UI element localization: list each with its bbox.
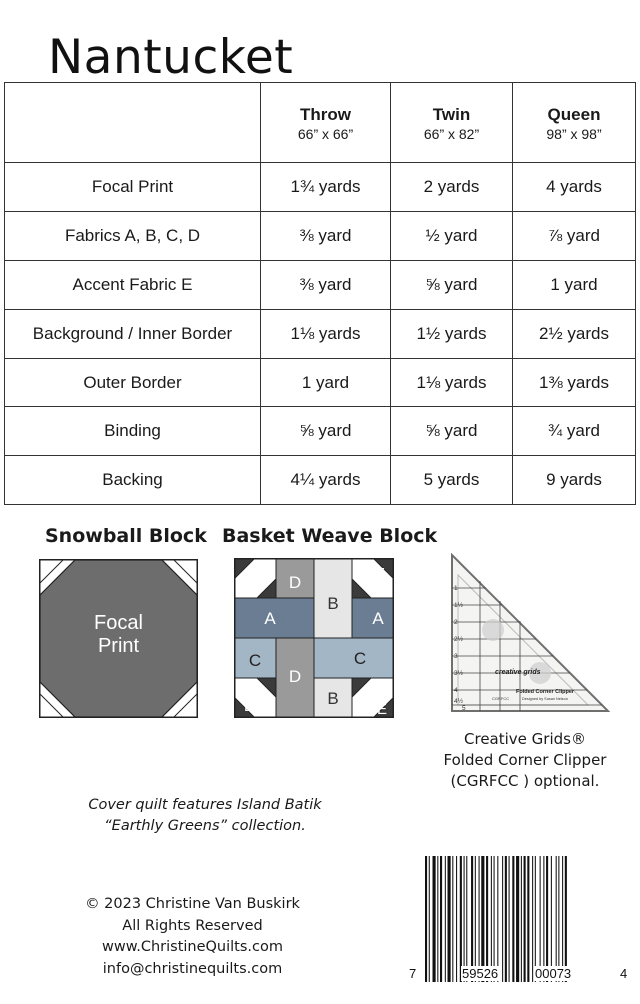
ruler-brand-logo: creative grids <box>495 669 541 676</box>
ruler-caption-line: (CGRFCC ) optional. <box>450 772 600 790</box>
email-link[interactable]: info@christinequilts.com <box>102 960 283 977</box>
barcode-bar <box>532 856 533 982</box>
yardage-cell: ⅜ yard <box>261 211 391 260</box>
barcode-bar <box>524 856 526 982</box>
table-row <box>5 309 636 358</box>
svg-text:4½: 4½ <box>454 698 464 705</box>
size-header-queen <box>513 83 636 163</box>
yardage-cell: 1½ yards <box>391 309 513 358</box>
barcode-bar <box>456 856 457 982</box>
size-header-throw <box>261 83 391 163</box>
barcode-bar <box>521 856 522 982</box>
barcode-digits <box>406 966 630 986</box>
table-row <box>5 358 636 407</box>
svg-text:2: 2 <box>454 619 458 626</box>
barcode-bar <box>535 856 536 982</box>
yardage-cell: ⅝ yard <box>261 407 391 456</box>
barcode-bar <box>486 856 488 982</box>
basket-label-c: C <box>353 649 367 668</box>
ruler-code: CGRFCC <box>492 696 510 701</box>
table-header-row <box>5 83 636 163</box>
rights-text: All Rights Reserved <box>122 917 263 934</box>
ruler-designer: Designed by Susan Nelson <box>522 697 568 701</box>
size-name: Twin <box>432 105 471 124</box>
barcode-bar <box>429 856 430 982</box>
yardage-cell: ¾ yard <box>513 407 636 456</box>
barcode-bar <box>546 856 548 982</box>
yardage-cell: ⅝ yard <box>391 260 513 309</box>
snowball-block-diagram <box>39 559 198 718</box>
barcode-bar <box>437 856 438 982</box>
fabric-label: Backing <box>5 456 261 505</box>
size-name: Queen <box>547 105 601 124</box>
barcode-bar <box>505 856 507 982</box>
basket-label-e: E <box>244 698 255 715</box>
barcode-bar <box>562 856 563 982</box>
basket-label-a: A <box>264 609 276 628</box>
yardage-cell: ⅜ yard <box>261 260 391 309</box>
fabric-label: Outer Border <box>5 358 261 407</box>
barcode-bar <box>543 856 544 982</box>
basket-label-b: B <box>327 594 339 613</box>
barcode-bar <box>512 856 514 982</box>
barcode-bar <box>516 856 519 982</box>
barcode-bar <box>494 856 495 982</box>
ruler-grip-circle <box>482 619 504 641</box>
table-row <box>5 407 636 456</box>
yardage-cell: ⅝ yard <box>391 407 513 456</box>
cover-quilt-note <box>60 795 350 837</box>
table-row <box>5 260 636 309</box>
copyright-text: © 2023 Christine Van Buskirk <box>85 896 300 912</box>
yardage-cell: 1¾ yards <box>261 163 391 212</box>
barcode-bar <box>540 856 541 982</box>
barcode-bar <box>565 856 567 982</box>
snowball-block-title: Snowball Block <box>45 525 207 547</box>
barcode-bar <box>440 856 442 982</box>
size-header-twin <box>391 83 513 163</box>
ruler-caption <box>440 729 610 792</box>
svg-text:5: 5 <box>462 705 466 712</box>
basket-label-e: E <box>377 701 388 718</box>
folded-corner-clipper-ruler-image <box>450 553 610 713</box>
barcode-bar <box>445 856 446 982</box>
cover-note-line: “Earthly Greens” collection. <box>104 818 306 834</box>
barcode-group-left: 59526 <box>462 966 499 981</box>
fabric-label: Fabrics A, B, C, D <box>5 211 261 260</box>
ruler-caption-line: Folded Corner Clipper <box>443 751 607 769</box>
cover-note-line: Cover quilt features Island Batik <box>88 797 322 813</box>
size-name: Throw <box>300 105 351 124</box>
yardage-cell: 9 yards <box>513 456 636 505</box>
barcode-bar <box>558 856 559 982</box>
yardage-cell: 4 yards <box>513 163 636 212</box>
table-row <box>5 163 636 212</box>
barcode-bar <box>466 856 467 982</box>
credits-block <box>80 894 305 980</box>
table-row <box>5 456 636 505</box>
yardage-cell: 2 yards <box>391 163 513 212</box>
basket-label-e: E <box>246 565 257 582</box>
yardage-cell: 4¼ yards <box>261 456 391 505</box>
basket-weave-block-diagram <box>234 558 394 718</box>
yardage-cell: ½ yard <box>391 211 513 260</box>
barcode-bar <box>527 856 529 982</box>
ruler-caption-line: Creative Grids® <box>464 730 586 748</box>
yardage-cell: 1⅛ yards <box>261 309 391 358</box>
barcode-bar <box>452 856 453 982</box>
yardage-cell: 1 yard <box>261 358 391 407</box>
basket-label-c: C <box>248 651 262 670</box>
barcode-bar <box>433 856 436 982</box>
barcode-bar <box>475 856 476 982</box>
ruler-product-label: Folded Corner Clipper <box>516 689 575 695</box>
barcode-digit-first: 7 <box>409 966 417 981</box>
size-dimensions: 66” x 66” <box>297 126 354 142</box>
fabric-label: Background / Inner Border <box>5 309 261 358</box>
barcode-bar <box>425 856 427 982</box>
size-dimensions: 66” x 82” <box>423 126 480 142</box>
svg-text:4: 4 <box>454 687 458 694</box>
svg-text:3: 3 <box>454 653 458 660</box>
basket-label-b: B <box>327 689 339 708</box>
yardage-table <box>4 82 636 505</box>
barcode-bar <box>471 856 473 982</box>
barcode-group-right: 00073 <box>535 966 572 981</box>
basket-label-a: A <box>372 609 384 628</box>
yardage-cell: ⅞ yard <box>513 211 636 260</box>
svg-text:1½: 1½ <box>454 602 464 609</box>
barcode-bar <box>556 856 557 982</box>
yardage-cell: 1⅛ yards <box>391 358 513 407</box>
size-dimensions: 98” x 98” <box>546 126 602 142</box>
svg-text:2½: 2½ <box>454 636 464 643</box>
barcode-bar <box>502 856 503 982</box>
snowball-center-label: Print <box>97 635 140 657</box>
fabric-label: Focal Print <box>5 163 261 212</box>
barcode-bar <box>491 856 492 982</box>
barcode-bar <box>464 856 465 982</box>
barcode-bar <box>497 856 498 982</box>
svg-text:3½: 3½ <box>454 670 464 677</box>
barcode-bar <box>448 856 451 982</box>
svg-text:1: 1 <box>454 585 458 592</box>
basket-label-d: D <box>288 667 302 686</box>
yardage-cell: 1⅜ yards <box>513 358 636 407</box>
basket-weave-block-title: Basket Weave Block <box>222 525 438 547</box>
barcode-bar <box>460 856 462 982</box>
barcode-bar <box>481 856 484 982</box>
barcode-bar <box>479 856 480 982</box>
ruler-body <box>452 555 608 711</box>
snowball-center-label: Focal <box>94 612 143 634</box>
page-title: Nantucket <box>48 30 294 85</box>
website-link[interactable]: www.ChristineQuilts.com <box>101 939 284 955</box>
fabric-label: Accent Fabric E <box>5 260 261 309</box>
barcode-bar <box>551 856 552 982</box>
table-row <box>5 211 636 260</box>
yardage-cell: 5 yards <box>391 456 513 505</box>
barcode-bar <box>509 856 510 982</box>
barcode-digit-last: 4 <box>620 966 628 981</box>
fabric-label: Binding <box>5 407 261 456</box>
yardage-cell: 1 yard <box>513 260 636 309</box>
basket-label-e: E <box>375 565 386 582</box>
table-corner-cell <box>5 83 261 163</box>
basket-label-d: D <box>288 573 302 592</box>
yardage-cell: 2½ yards <box>513 309 636 358</box>
